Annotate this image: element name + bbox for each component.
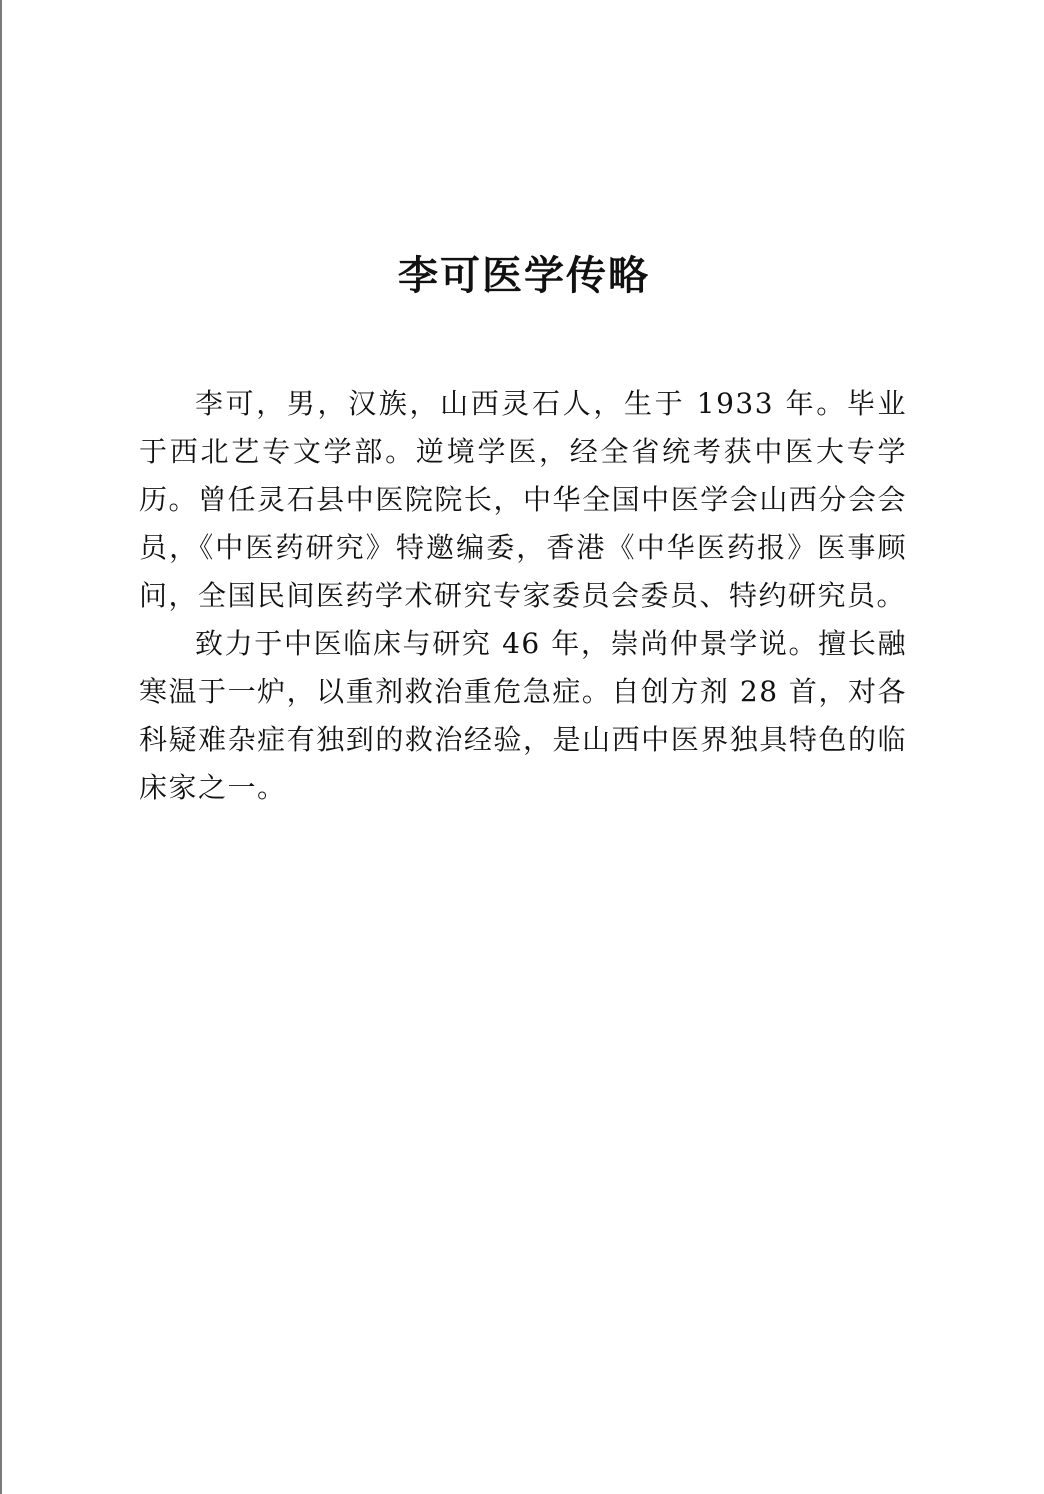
biography-body	[139, 380, 907, 812]
page-title: 李可医学传略	[398, 252, 650, 299]
paragraph-1: 李可，男，汉族，山西灵石人，生于 1933 年。毕业于西北艺专文学部。逆境学医，经全省统考获中医大专学历。曾任灵石县中医院院长，中华全国中医学会山西分会会员，《中医药研究》特邀编委，香港《中华医药报》医事顾问，全国民间医药学术研究专家委员会委员、特约研究员。	[139, 387, 907, 612]
paragraph-2: 致力于中医临床与研究 46 年，崇尚仲景学说。擅长融寒温于一炉，以重剂救治重危急症。自创方剂 28 首，对各科疑难杂症有独到的救治经验，是山西中医界独具特色的临床家之一。	[139, 627, 907, 804]
